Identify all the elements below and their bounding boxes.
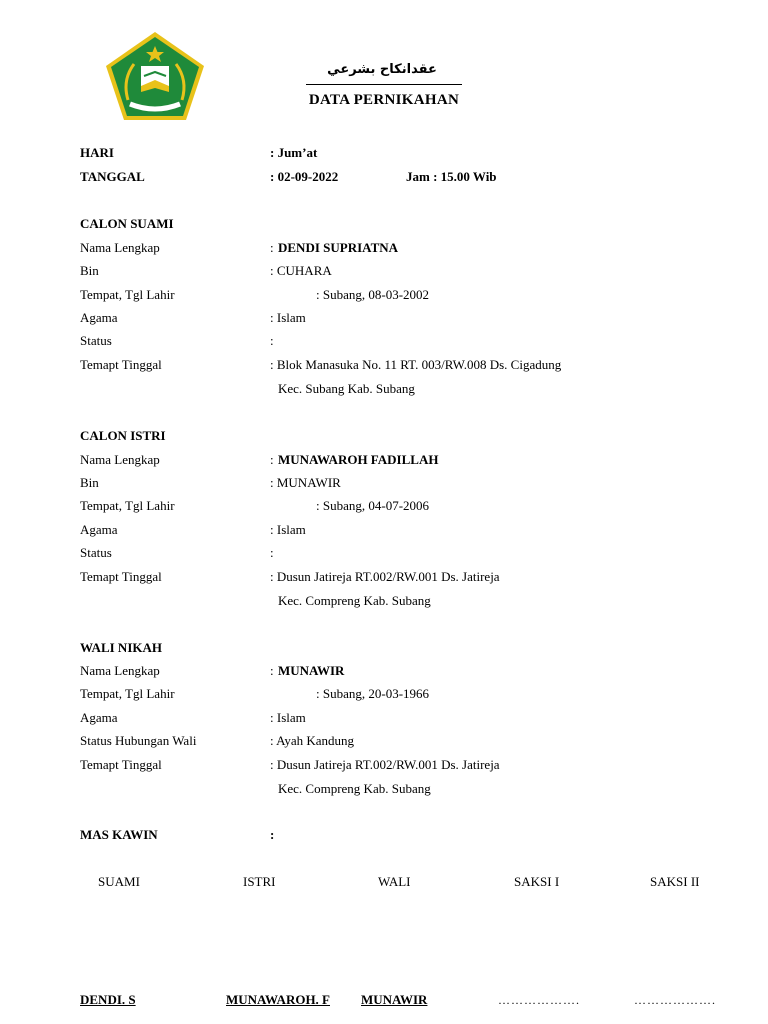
istri-nama-label: Nama Lengkap	[80, 452, 160, 467]
wali-hubungan-value: : Ayah Kandung	[270, 733, 355, 748]
wali-nama-value: MUNAWIR	[278, 663, 345, 678]
istri-bin-label: Bin	[80, 475, 99, 490]
istri-ttl-value: : Subang, 04-07-2006	[316, 498, 430, 513]
suami-status-value: :	[270, 333, 274, 348]
tanggal-value: : 02-09-2022	[270, 169, 339, 184]
istri-bin-row	[0, 473, 768, 493]
document-title: DATA PERNIKAHAN	[308, 92, 460, 108]
istri-ttl-row	[0, 496, 768, 516]
hari-value: : Jum’at	[270, 145, 318, 160]
suami-tinggal-label: Temapt Tinggal	[80, 357, 162, 372]
suami-status-label: Status	[80, 333, 112, 348]
sig-heading-wali: WALI	[378, 874, 411, 889]
wali-agama-value: : Islam	[270, 710, 306, 725]
mas-kawin-row	[0, 825, 768, 845]
suami-bin-row	[0, 261, 768, 281]
suami-agama-row	[0, 308, 768, 328]
istri-tinggal-value-1: : Dusun Jatireja RT.002/RW.001 Ds. Jatireja	[270, 569, 500, 584]
hari-label: HARI	[80, 145, 114, 160]
istri-tinggal-row-2	[0, 591, 768, 611]
istri-agama-row	[0, 520, 768, 540]
istri-bin-value: : MUNAWIR	[270, 475, 341, 490]
istri-tinggal-label: Temapt Tinggal	[80, 569, 162, 584]
suami-tinggal-value-2: Kec. Subang Kab. Subang	[278, 381, 415, 396]
sig-heading-saksi-2: SAKSI II	[650, 874, 700, 889]
suami-nama-colon: :	[270, 240, 274, 255]
title-divider	[306, 84, 462, 85]
wali-agama-row	[0, 708, 768, 728]
istri-tinggal-value-2: Kec. Compreng Kab. Subang	[278, 593, 431, 608]
istri-nama-colon: :	[270, 452, 274, 467]
calon-istri-heading: CALON ISTRI	[80, 428, 166, 443]
wali-nama-row	[0, 661, 768, 681]
wali-nama-label: Nama Lengkap	[80, 663, 160, 678]
sig-name-suami: DENDI. S	[80, 992, 136, 1007]
wali-hubungan-row	[0, 731, 768, 751]
suami-agama-value: : Islam	[270, 310, 306, 325]
suami-tinggal-row-2	[0, 379, 768, 399]
sig-dots-saksi-1: ……………….	[498, 993, 580, 1007]
suami-bin-label: Bin	[80, 263, 99, 278]
sig-heading-istri: ISTRI	[243, 874, 276, 889]
suami-ttl-value: : Subang, 08-03-2002	[316, 287, 430, 302]
suami-bin-value: : CUHARA	[270, 263, 332, 278]
istri-nama-row	[0, 450, 768, 470]
suami-nama-label: Nama Lengkap	[80, 240, 160, 255]
wali-tinggal-row	[0, 755, 768, 775]
istri-agama-value: : Islam	[270, 522, 306, 537]
wali-tinggal-label: Temapt Tinggal	[80, 757, 162, 772]
tanggal-label: TANGGAL	[80, 169, 145, 184]
suami-ttl-label: Tempat, Tgl Lahir	[80, 287, 175, 302]
istri-ttl-label: Tempat, Tgl Lahir	[80, 498, 175, 513]
arabic-title: عقدانكاح بشرعي	[327, 62, 437, 77]
istri-tinggal-row	[0, 567, 768, 587]
sig-name-wali: MUNAWIR	[361, 992, 428, 1007]
istri-status-row	[0, 543, 768, 563]
wali-ttl-label: Tempat, Tgl Lahir	[80, 686, 175, 701]
suami-status-row	[0, 331, 768, 351]
suami-agama-label: Agama	[80, 310, 118, 325]
wali-tinggal-row-2	[0, 779, 768, 799]
wali-ttl-value: : Subang, 20-03-1966	[316, 686, 430, 701]
hari-row	[0, 143, 768, 163]
mas-kawin-value: :	[270, 827, 275, 842]
wali-ttl-row	[0, 684, 768, 704]
suami-nama-row	[0, 238, 768, 258]
wali-nama-colon: :	[270, 663, 274, 678]
wali-tinggal-value-2: Kec. Compreng Kab. Subang	[278, 781, 431, 796]
istri-status-value: :	[270, 545, 274, 560]
istri-agama-label: Agama	[80, 522, 118, 537]
suami-ttl-row	[0, 285, 768, 305]
wali-agama-label: Agama	[80, 710, 118, 725]
suami-tinggal-value-1: : Blok Manasuka No. 11 RT. 003/RW.008 Ds. Cigadung	[270, 357, 562, 372]
tanggal-row	[0, 167, 768, 187]
kemenag-logo	[104, 30, 206, 122]
istri-status-label: Status	[80, 545, 112, 560]
sig-heading-suami: SUAMI	[98, 874, 140, 889]
calon-suami-heading: CALON SUAMI	[80, 216, 174, 231]
sig-heading-saksi-1: SAKSI I	[514, 874, 560, 889]
wali-hubungan-label: Status Hubungan Wali	[80, 733, 197, 748]
suami-nama-value: DENDI SUPRIATNA	[278, 240, 399, 255]
sig-name-istri: MUNAWAROH. F	[226, 992, 330, 1007]
wali-tinggal-value-1: : Dusun Jatireja RT.002/RW.001 Ds. Jatireja	[270, 757, 500, 772]
istri-nama-value: MUNAWAROH FADILLAH	[278, 452, 439, 467]
sig-dots-saksi-2: ……………….	[634, 993, 716, 1007]
jam-value: Jam : 15.00 Wib	[406, 169, 497, 184]
suami-tinggal-row	[0, 355, 768, 375]
wali-nikah-heading: WALI NIKAH	[80, 640, 162, 655]
mas-kawin-label: MAS KAWIN	[80, 827, 158, 842]
